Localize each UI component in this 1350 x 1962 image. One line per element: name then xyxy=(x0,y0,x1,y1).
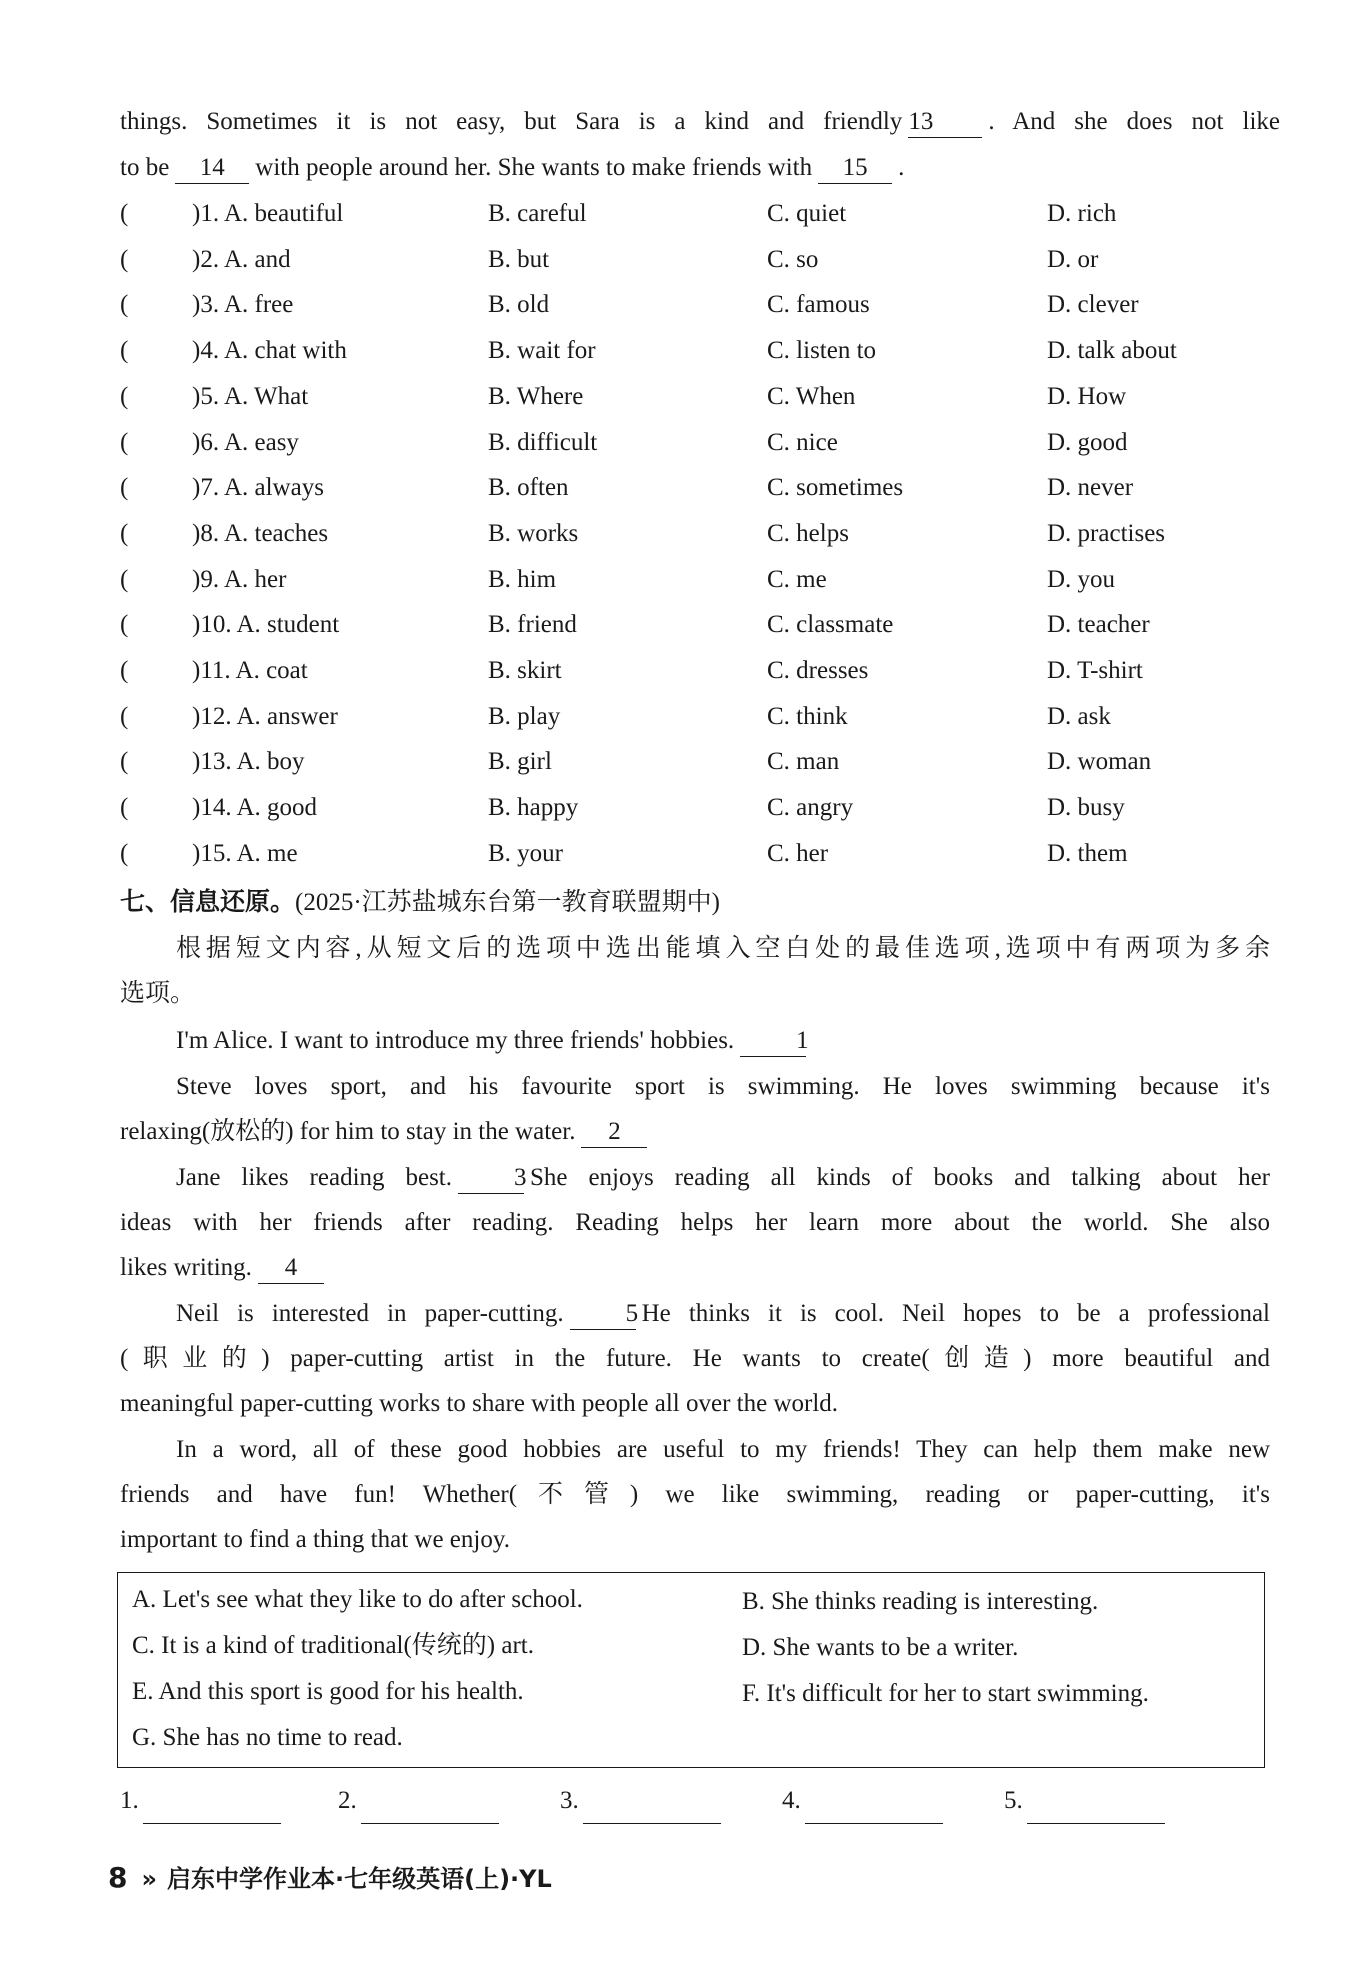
question-option-b: B. but xyxy=(488,245,550,273)
question-option-a: )5. A. What xyxy=(192,382,309,410)
question-option-c: C. man xyxy=(767,748,840,776)
question-option-d: D. you xyxy=(1047,565,1116,593)
question-option-c: C. her xyxy=(767,839,829,867)
question-option-d: D. or xyxy=(1047,245,1099,273)
question-row xyxy=(120,648,1280,693)
answer-paren[interactable]: ( xyxy=(120,611,129,639)
passage-text: . xyxy=(898,154,905,181)
question-option-c: C. famous xyxy=(767,291,870,319)
question-option-c: C. nice xyxy=(767,428,838,456)
question-option-c: C. dresses xyxy=(767,657,869,684)
question-option-d: D. busy xyxy=(1047,794,1125,822)
chevron-icon: » xyxy=(141,1865,157,1893)
answer-number: 5. xyxy=(1004,1787,1023,1814)
question-option-c: C. angry xyxy=(767,794,854,822)
paragraph-text: likes writing. xyxy=(120,1254,252,1281)
question-option-d: D. practises xyxy=(1047,519,1166,547)
question-row xyxy=(120,282,1280,327)
paragraph-text: She enjoys reading all kinds of books and talking about her xyxy=(530,1164,1270,1191)
answer-paren[interactable]: ( xyxy=(120,245,129,273)
question-row xyxy=(120,557,1280,602)
question-option-b: B. him xyxy=(488,565,557,593)
answer-paren[interactable]: ( xyxy=(120,794,129,822)
question-option-d: D. clever xyxy=(1047,291,1139,319)
question-option-a: )8. A. teaches xyxy=(192,519,329,547)
question-option-b: B. often xyxy=(488,474,569,502)
answer-1[interactable] xyxy=(120,1778,281,1824)
question-row xyxy=(120,374,1280,419)
answer-paren[interactable]: ( xyxy=(120,657,129,684)
paragraph-text: Jane likes reading best. xyxy=(176,1164,452,1191)
question-option-a: )12. A. answer xyxy=(192,702,338,730)
question-option-d: D. woman xyxy=(1047,748,1152,776)
passage-line-2 xyxy=(120,146,1280,190)
instruction-line-2: 选项。 xyxy=(120,980,196,1007)
passage-text: to be xyxy=(120,154,170,181)
question-option-a: )10. A. student xyxy=(192,611,340,639)
question-row xyxy=(120,739,1280,784)
question-option-a: )2. A. and xyxy=(192,245,291,273)
question-option-a: )3. A. free xyxy=(192,291,294,319)
option-b: B. She thinks reading is interesting. xyxy=(742,1588,1099,1615)
question-option-d: D. ask xyxy=(1047,702,1111,730)
question-option-d: D. them xyxy=(1047,839,1128,867)
paragraph-text: (职业的) paper-cutting artist in the future. He wants to create(创造) more beautiful and xyxy=(120,1345,1270,1372)
option-d: D. She wants to be a writer. xyxy=(742,1634,1019,1661)
answer-number: 4. xyxy=(782,1787,801,1814)
passage-text: things. Sometimes it is not easy, but Sara is a kind and friendly xyxy=(120,108,903,135)
question-option-a: )1. A. beautiful xyxy=(192,200,344,227)
question-option-c: C. helps xyxy=(767,519,849,547)
option-f: F. It's difficult for her to start swimming. xyxy=(742,1680,1149,1707)
blank-3: 3 xyxy=(458,1163,524,1194)
paragraph-text: Neil is interested in paper-cutting. xyxy=(176,1300,564,1327)
paragraph-1 xyxy=(120,1018,1270,1063)
question-option-c: C. think xyxy=(767,702,848,730)
answer-blank[interactable] xyxy=(361,1793,499,1824)
passage-text: . And she does not like xyxy=(988,108,1281,135)
option-e: E. And this sport is good for his health. xyxy=(132,1678,524,1705)
question-option-d: D. talk about xyxy=(1047,337,1177,365)
question-row xyxy=(120,420,1280,465)
answer-paren[interactable]: ( xyxy=(120,702,129,730)
answer-paren[interactable]: ( xyxy=(120,565,129,593)
question-option-b: B. old xyxy=(488,291,550,319)
answer-number: 1. xyxy=(120,1787,139,1814)
question-option-a: )9. A. her xyxy=(192,565,287,593)
answer-paren[interactable]: ( xyxy=(120,382,129,410)
paragraph-text: relaxing(放松的) for him to stay in the water. xyxy=(120,1118,576,1145)
question-option-d: D. rich xyxy=(1047,200,1117,227)
question-option-c: C. so xyxy=(767,245,819,273)
answer-blank[interactable] xyxy=(583,1793,721,1824)
question-option-a: )4. A. chat with xyxy=(192,337,347,365)
question-option-b: B. wait for xyxy=(488,337,596,365)
passage-text: with people around her. She wants to make friends with xyxy=(255,154,813,181)
paragraph-text: I'm Alice. I want to introduce my three friends' hobbies. xyxy=(176,1027,735,1054)
section-7-title xyxy=(120,880,720,925)
question-option-b: B. happy xyxy=(488,794,579,822)
paragraph-text: friends and have fun! Whether(不管) we like swimming, reading or paper-cutting, it's xyxy=(120,1481,1270,1508)
book-title: 启东中学作业本·七年级英语(上)·YL xyxy=(167,1865,552,1893)
question-option-b: B. skirt xyxy=(488,657,562,684)
question-option-a: )13. A. boy xyxy=(192,748,305,776)
answer-paren[interactable]: ( xyxy=(120,428,129,456)
question-option-c: C. me xyxy=(767,565,827,593)
instruction-line-1: 根据短文内容,从短文后的选项中选出能填入空白处的最佳选项,选项中有两项为多余 xyxy=(176,935,1270,962)
question-option-c: C. sometimes xyxy=(767,474,904,502)
question-option-b: B. your xyxy=(488,839,563,867)
instruction xyxy=(120,926,1270,1016)
paragraph-text: He thinks it is cool. Neil hopes to be a professional xyxy=(641,1300,1271,1327)
blank-5: 5 xyxy=(570,1299,636,1330)
answer-paren[interactable]: ( xyxy=(120,200,129,227)
passage-line-1 xyxy=(120,100,1280,144)
question-option-b: B. difficult xyxy=(488,428,598,456)
blank-1: 1 xyxy=(740,1026,806,1057)
answer-blank[interactable] xyxy=(805,1793,943,1824)
answer-paren[interactable]: ( xyxy=(120,519,129,547)
question-row xyxy=(120,465,1280,510)
blank-15: 15 xyxy=(818,153,892,184)
paragraph-4 xyxy=(120,1291,1270,1426)
question-row xyxy=(120,328,1280,373)
option-g: G. She has no time to read. xyxy=(132,1724,403,1751)
question-option-b: B. girl xyxy=(488,748,552,776)
question-option-b: B. friend xyxy=(488,611,577,639)
answer-3[interactable] xyxy=(560,1778,721,1824)
question-row xyxy=(120,511,1280,556)
option-c: C. It is a kind of traditional(传统的) art. xyxy=(132,1632,535,1659)
question-row xyxy=(120,694,1280,739)
options-box xyxy=(117,1572,1265,1768)
question-option-d: D. How xyxy=(1047,382,1127,410)
paragraph-2 xyxy=(120,1064,1270,1154)
question-option-b: B. play xyxy=(488,702,561,730)
answer-row xyxy=(120,1778,1280,1828)
answer-number: 2. xyxy=(338,1787,357,1814)
paragraph-text: important to find a thing that we enjoy. xyxy=(120,1526,510,1553)
question-row xyxy=(120,191,1280,236)
page-number: 8 xyxy=(108,1861,128,1894)
paragraph-text: meaningful paper-cutting works to share with people all over the world. xyxy=(120,1390,839,1417)
paragraph-3 xyxy=(120,1155,1270,1290)
answer-paren[interactable]: ( xyxy=(120,291,129,319)
question-row xyxy=(120,785,1280,830)
question-option-d: D. T-shirt xyxy=(1047,657,1143,684)
paragraph-5 xyxy=(120,1427,1270,1562)
question-option-d: D. teacher xyxy=(1047,611,1150,639)
question-option-c: C. quiet xyxy=(767,200,847,227)
question-option-a: )15. A. me xyxy=(192,839,298,867)
paragraph-text: Steve loves sport, and his favourite sport is swimming. He loves swimming because it's xyxy=(176,1073,1270,1100)
question-option-a: )6. A. easy xyxy=(192,428,299,456)
question-option-b: B. works xyxy=(488,519,579,547)
answer-5[interactable] xyxy=(1004,1778,1165,1824)
option-a: A. Let's see what they like to do after school. xyxy=(132,1586,583,1613)
answer-paren[interactable]: ( xyxy=(120,337,129,365)
question-row xyxy=(120,602,1280,647)
section-heading: 七、信息还原。 xyxy=(120,887,296,916)
blank-13: 13 xyxy=(908,107,982,138)
question-option-c: C. When xyxy=(767,382,856,410)
blank-2: 2 xyxy=(581,1117,647,1148)
question-option-b: B. Where xyxy=(488,382,584,410)
answer-blank[interactable] xyxy=(143,1793,281,1824)
answer-number: 3. xyxy=(560,1787,579,1814)
question-option-a: )11. A. coat xyxy=(192,657,308,684)
question-option-d: D. good xyxy=(1047,428,1128,456)
question-option-d: D. never xyxy=(1047,474,1134,502)
question-option-c: C. listen to xyxy=(767,337,877,365)
blank-14: 14 xyxy=(175,153,249,184)
answer-paren[interactable]: ( xyxy=(120,839,129,867)
answer-paren[interactable]: ( xyxy=(120,748,129,776)
paragraph-text: In a word, all of these good hobbies are useful to my friends! They can help them make new xyxy=(176,1436,1270,1463)
answer-paren[interactable]: ( xyxy=(120,474,129,502)
paragraph-text: ideas with her friends after reading. Reading helps her learn more about the world. She also xyxy=(120,1209,1270,1236)
question-option-a: )7. A. always xyxy=(192,474,324,502)
answer-4[interactable] xyxy=(782,1778,943,1824)
blank-4: 4 xyxy=(258,1253,324,1284)
question-option-a: )14. A. good xyxy=(192,794,317,822)
answer-2[interactable] xyxy=(338,1778,499,1824)
answer-blank[interactable] xyxy=(1027,1793,1165,1824)
question-row xyxy=(120,831,1280,876)
question-row xyxy=(120,237,1280,282)
page-footer xyxy=(108,1858,552,1899)
question-option-b: B. careful xyxy=(488,200,587,227)
section-source: (2025·江苏盐城东台第一教育联盟期中) xyxy=(295,889,720,916)
question-option-c: C. classmate xyxy=(767,611,894,639)
